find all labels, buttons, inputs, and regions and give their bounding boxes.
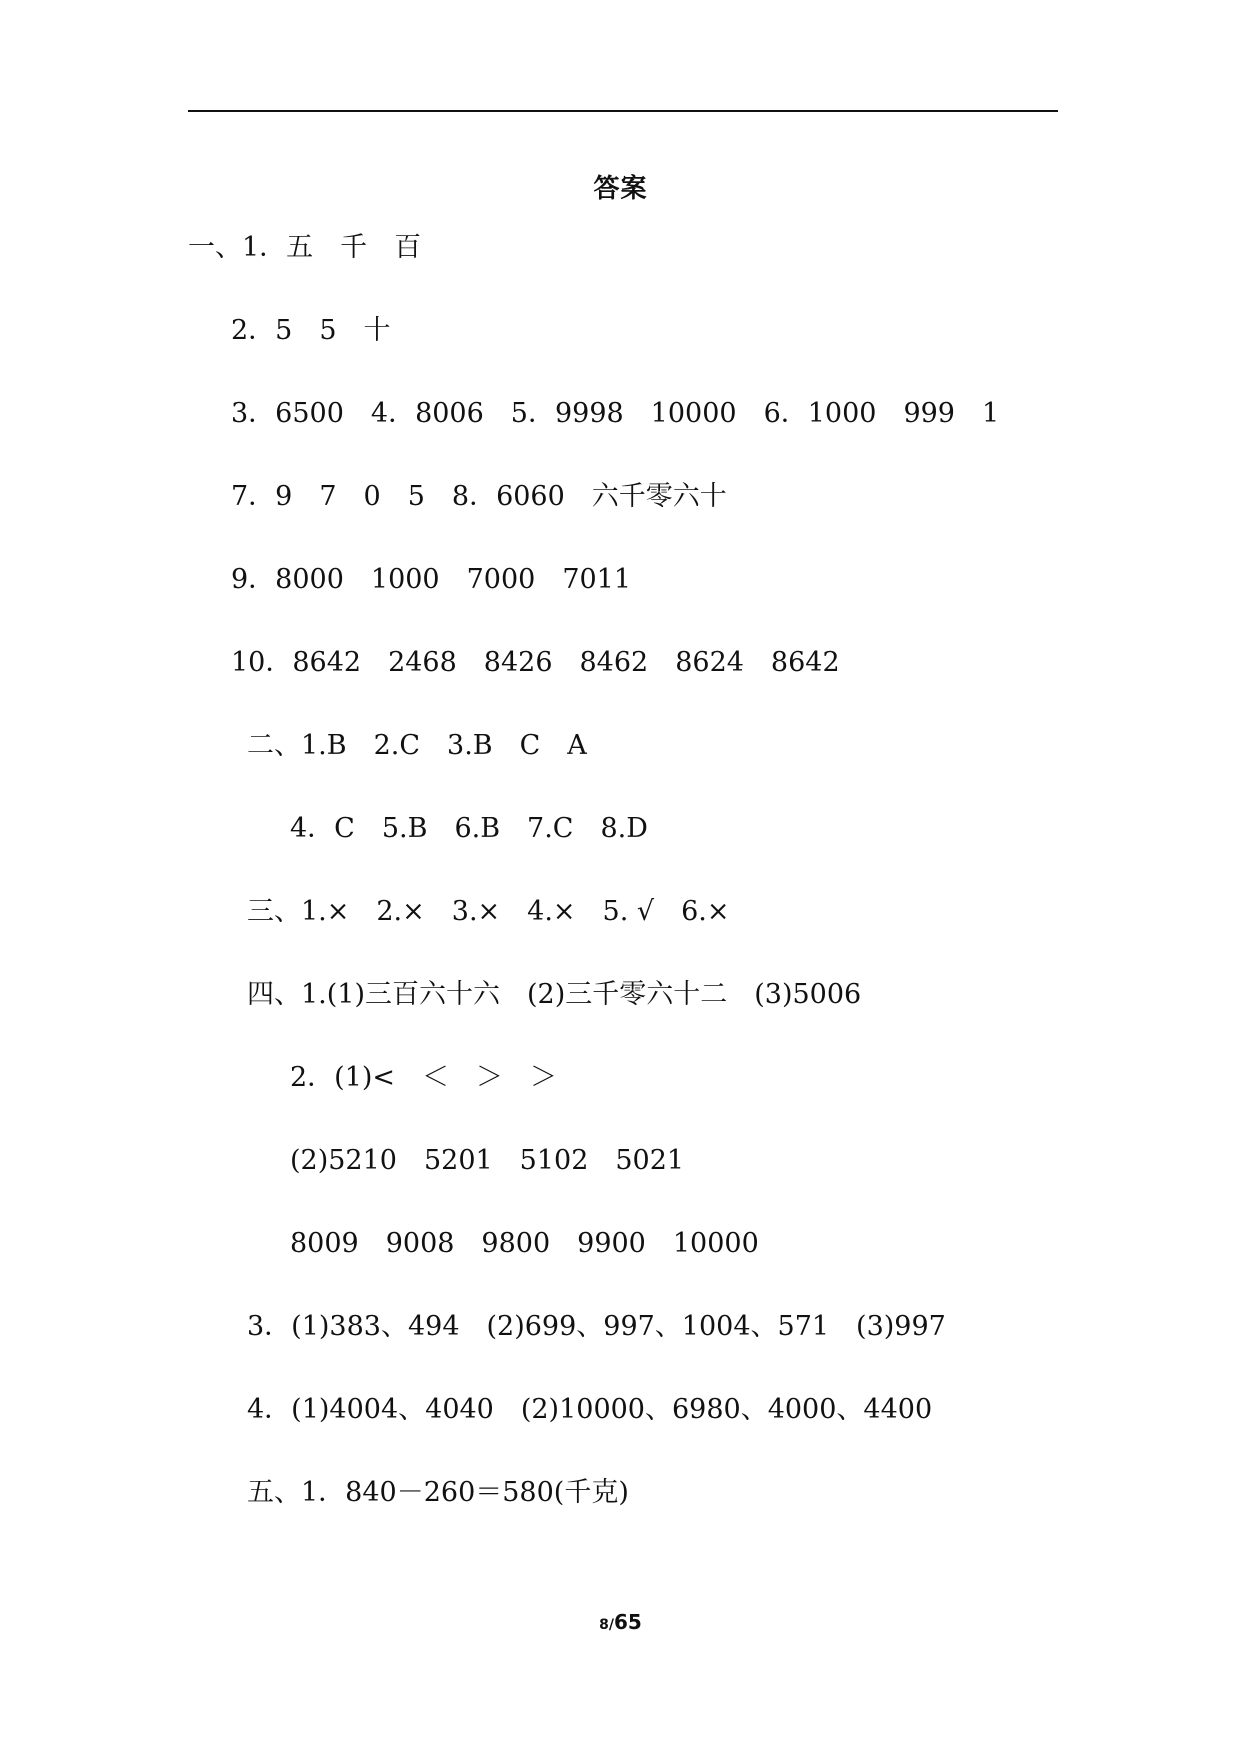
answer-line: 3．6500 4．8006 5．9998 10000 6．1000 999 1 — [231, 398, 1000, 429]
answer-line: (2)5210 5201 5102 5021 — [290, 1145, 685, 1176]
answer-line: 8009 9008 9800 9900 10000 — [290, 1228, 759, 1259]
answer-line: 二、1.B 2.C 3.B C A — [247, 730, 587, 761]
answer-line: 三、1.× 2.× 3.× 4.× 5. √ 6.× — [247, 896, 730, 927]
answer-line: 4．C 5.B 6.B 7.C 8.D — [290, 813, 648, 844]
answer-line: 4．(1)4004、4040 (2)10000、6980、4000、4400 — [247, 1394, 933, 1425]
page-number-total: 65 — [614, 1610, 642, 1634]
page-number-separator: / — [608, 1617, 615, 1633]
answer-line: 四、1.(1)三百六十六 (2)三千零六十二 (3)5006 — [247, 979, 862, 1010]
answer-line: 2．(1)< ＜ ＞ ＞ — [290, 1062, 558, 1093]
page-number — [0, 1610, 1241, 1634]
answer-line: 7．9 7 0 5 8．6060 六千零六十 — [231, 481, 727, 512]
answer-line: 一、1．五 千 百 — [188, 232, 422, 263]
header-rule — [188, 110, 1058, 112]
answer-line: 9．8000 1000 7000 7011 — [231, 564, 632, 595]
answer-line: 2．5 5 十 — [231, 315, 391, 346]
page-title: 答案 — [593, 174, 648, 204]
answer-line: 五、1．840－260＝580(千克) — [247, 1477, 629, 1508]
answer-line: 10．8642 2468 8426 8462 8624 8642 — [231, 647, 840, 678]
page-number-current: 8 — [599, 1617, 609, 1633]
answer-line: 3．(1)383、494 (2)699、997、1004、571 (3)997 — [247, 1311, 946, 1342]
